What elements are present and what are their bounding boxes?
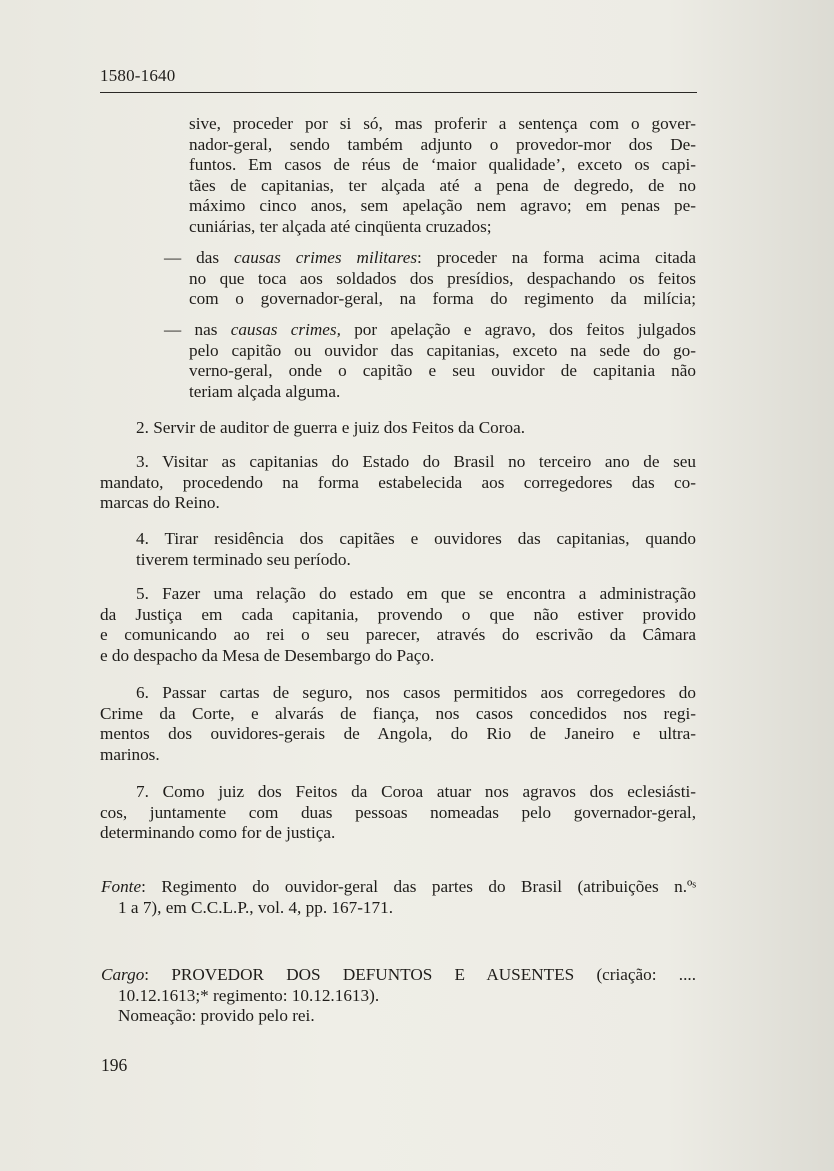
text-line: no que toca aos soldados dos presídios, despachando os feitos <box>189 268 696 288</box>
text-line: cuniárias, ter alçada até cinqüenta cruzados; <box>189 216 492 236</box>
text-line: — das causas crimes militares: proceder na forma acima citada <box>164 248 696 267</box>
text-line: 10.12.1613;* regimento: 10.12.1613). <box>118 985 380 1005</box>
page-number: 196 <box>101 1055 128 1075</box>
text-line: 4. Tirar residência dos capitães e ouvidores das capitanias, quando <box>136 529 696 548</box>
text-line: Fonte: Regimento do ouvidor-geral das partes do Brasil (atribuições n.ºˢ <box>101 877 696 896</box>
text-line: 2. Servir de auditor de guerra e juiz dos Feitos da Coroa. <box>136 418 526 437</box>
text-line: tães de capitanias, ter alçada até a pena de degredo, de no <box>189 175 696 195</box>
office-label: Cargo <box>101 965 145 984</box>
office-entry <box>101 965 696 1027</box>
text-line: e do despacho da Mesa de Desembargo do Paço. <box>100 645 435 665</box>
dash-item-military <box>164 248 696 310</box>
text-line: 3. Visitar as capitanias do Estado do Brasil no terceiro ano de seu <box>136 452 696 471</box>
text-line: mandato, procedendo na forma estabelecida aos corregedores das co- <box>100 472 696 492</box>
text-line: Nomeação: provido pelo rei. <box>118 1006 315 1026</box>
text-line: nador-geral, sendo também adjunto o provedor-mor dos De- <box>189 134 696 154</box>
text-line: Cargo: PROVEDOR DOS DEFUNTOS E AUSENTES (criação: .... <box>101 965 696 984</box>
text-line: 5. Fazer uma relação do estado em que se encontra a administração <box>136 584 696 603</box>
text-line: sive, proceder por si só, mas proferir a sentença com o gover- <box>189 114 696 133</box>
text-line: marcas do Reino. <box>100 493 220 513</box>
text-line: determinando como for de justiça. <box>100 823 336 843</box>
text-line: 6. Passar cartas de seguro, nos casos permitidos aos corregedores do <box>136 683 696 702</box>
text-line: verno-geral, onde o capitão e seu ouvidor de capitania não <box>189 361 696 381</box>
dash-item-crimes <box>164 320 696 402</box>
numbered-item-2 <box>136 418 696 439</box>
text-line: da Justiça em cada capitania, provendo o que não estiver provido <box>100 604 696 624</box>
text-line: Crime da Corte, e alvarás de fiança, nos casos concedidos nos regi- <box>100 703 696 723</box>
numbered-item-5 <box>100 584 696 666</box>
text-line: 7. Como juiz dos Feitos da Coroa atuar nos agravos dos eclesiásti- <box>136 782 696 801</box>
text-line: teriam alçada alguma. <box>189 381 341 401</box>
text-line: — nas causas crimes, por apelação e agravo, dos feitos julgados <box>164 320 696 339</box>
text-line: mentos dos ouvidores-gerais de Angola, do Rio de Janeiro e ultra- <box>100 724 696 744</box>
intro-paragraph <box>189 114 696 238</box>
text-line: com o governador-geral, na forma do regimento da milícia; <box>189 289 696 309</box>
text-line: e comunicando ao rei o seu parecer, através do escrivão da Câmara <box>100 625 696 645</box>
page-header-range: 1580-1640 <box>100 66 176 85</box>
text-line: marinos. <box>100 744 160 764</box>
text-line: máximo cinco anos, sem apelação nem agravo; em penas pe- <box>189 196 696 216</box>
numbered-item-6 <box>100 683 696 765</box>
header-rule <box>100 92 697 93</box>
numbered-item-7 <box>100 782 696 844</box>
source-label: Fonte <box>101 877 142 896</box>
text-line: funtos. Em casos de réus de ‘maior qualidade’, exceto os capi- <box>189 155 696 175</box>
text-line: 1 a 7), em C.C.L.P., vol. 4, pp. 167-171. <box>118 897 393 917</box>
text-line: pelo capitão ou ouvidor das capitanias, exceto na sede do go- <box>189 340 696 360</box>
text-line: cos, juntamente com duas pessoas nomeadas pelo governador-geral, <box>100 802 696 822</box>
numbered-item-3 <box>100 452 696 514</box>
text-line: tiverem terminado seu período. <box>136 549 351 569</box>
source-note <box>101 877 696 918</box>
numbered-item-4 <box>136 529 696 570</box>
